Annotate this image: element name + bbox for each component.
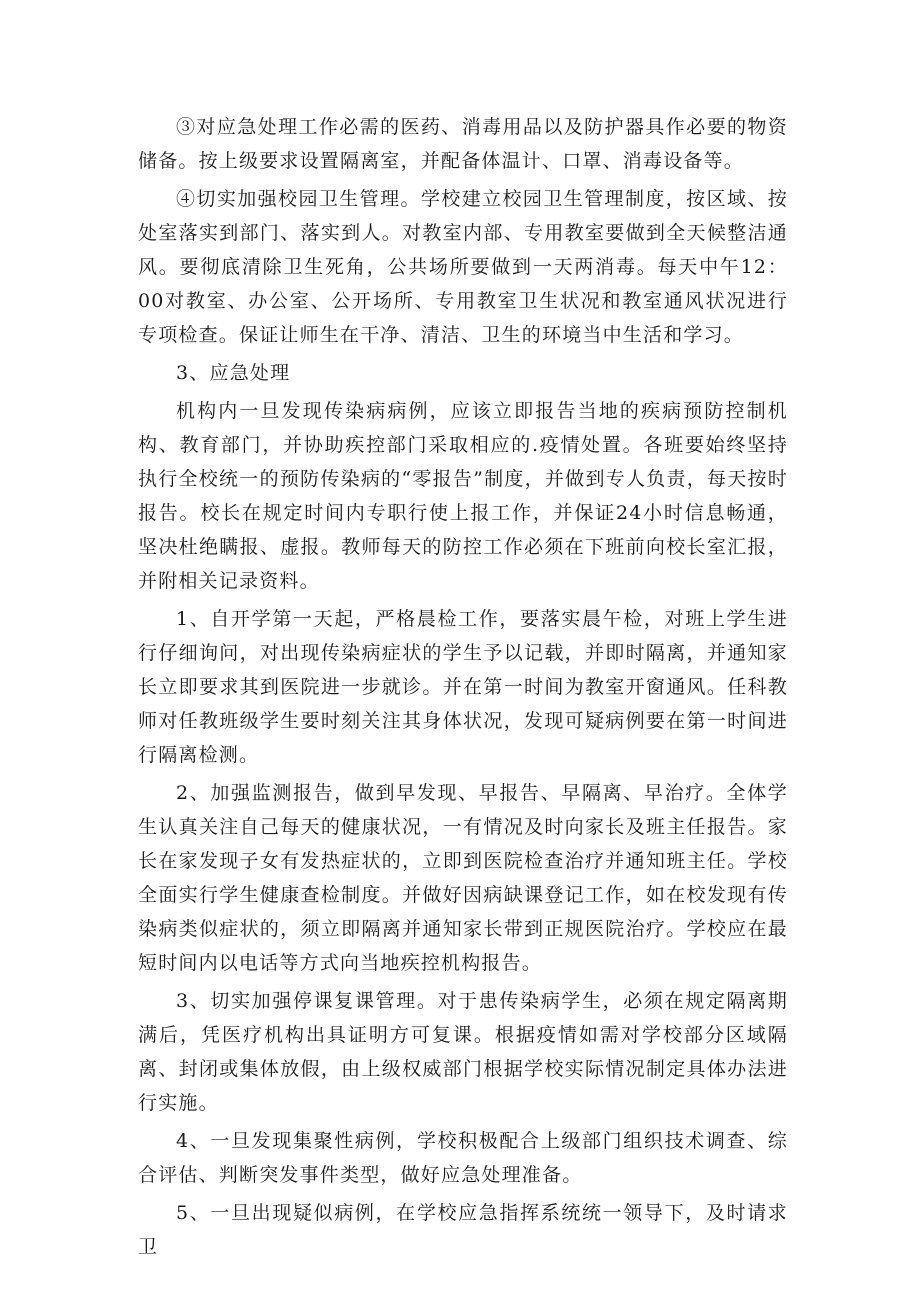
paragraph-medical-supplies: ③对应急处理工作必需的医药、消毒用品以及防护器具作必要的物资储备。按上级要求设置隔离室，并配备体温计、口罩、消毒设备等。 [138, 116, 788, 172]
section-heading-emergency: 3、应急处理 [176, 362, 291, 384]
paragraph-item-3: 3、切实加强停课复课管理。对于患传染病学生，必须在规定隔离期满后，凭医疗机构出具证明方可复课。根据疫情如需对学校部分区域隔离、封闭或集体放假，由上级权威部门根据学校实际情况制定具体办法进行实施。 [138, 990, 788, 1114]
paragraph-emergency-intro: 机构内一旦发现传染病病例，应该立即报告当地的疾病预防控制机构、教育部门，并协助疾控部门采取相应的.疫情处置。各班要始终坚持执行全校统一的预防传染病的“零报告”制度，并做到专人负责，每天按时报告。校长在规定时间内专职行使上报工作，并保证24小时信息畅通，坚决杜绝瞒报、虚报。教师每天的防控工作必须在下班前向校长室汇报，并附相关记录资料。 [138, 400, 788, 592]
document-body [138, 110, 788, 1268]
paragraph-item-4: 4、一旦发现集聚性病例，学校积极配合上级部门组织技术调查、综合评估、判断突发事件类型，做好应急处理准备。 [138, 1130, 788, 1186]
paragraph-campus-hygiene: ④切实加强校园卫生管理。学校建立校园卫生管理制度，按区域、按处室落实到部门、落实到人。对教室内部、专用教室要做到全天候整洁通风。要彻底清除卫生死角，公共场所要做到一天两消毒。每天中午12：00对教室、办公室、公开场所、专用教室卫生状况和教室通风状况进行专项检查。保证让师生在干净、清洁、卫生的环境当中生活和学习。 [138, 188, 788, 346]
paragraph-item-5: 5、一旦出现疑似病例，在学校应急指挥系统统一领导下，及时请求卫 [138, 1202, 788, 1258]
paragraph-item-2: 2、加强监测报告，做到早发现、早报告、早隔离、早治疗。全体学生认真关注自己每天的健康状况，一有情况及时向家长及班主任报告。家长在家发现子女有发热症状的，立即到医院检查治疗并通知班主任。学校全面实行学生健康查检制度。并做好因病缺课登记工作，如在校发现有传染病类似症状的，须立即隔离并通知家长带到正规医院治疗。学校应在最短时间内以电话等方式向当地疾控机构报告。 [138, 782, 788, 974]
paragraph-item-1: 1、自开学第一天起，严格晨检工作，要落实晨午检，对班上学生进行仔细询问，对出现传染病症状的学生予以记载，并即时隔离，并通知家长立即要求其到医院进一步就诊。并在第一时间为教室开窗通风。任科教师对任教班级学生要时刻关注其身体状况，发现可疑病例要在第一时间进行隔离检测。 [138, 608, 788, 766]
